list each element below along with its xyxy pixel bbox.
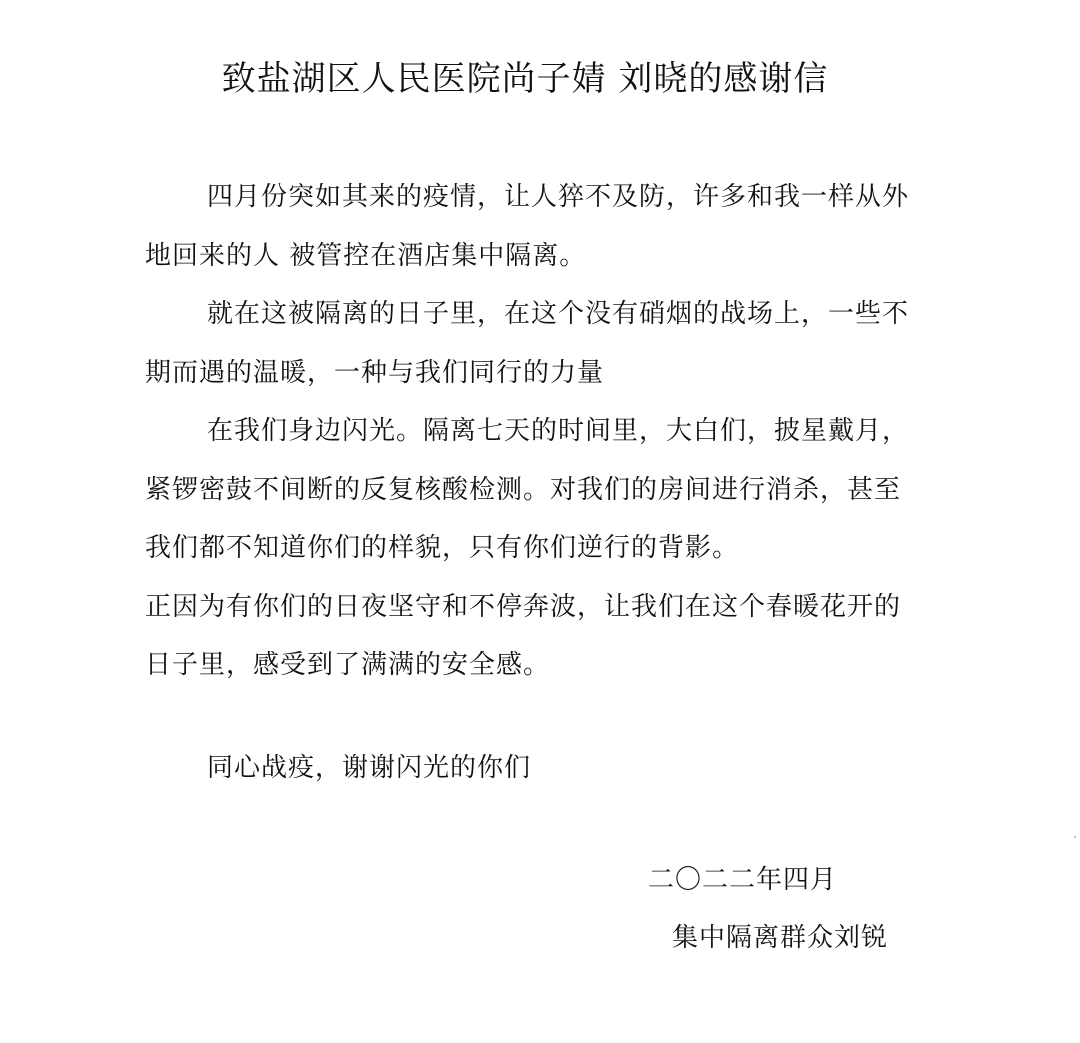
letter-paragraph: 正因为有你们的日夜坚守和不停奔波，让我们在这个春暖花开的日子里，感受到了满满的安全感。 (145, 591, 902, 680)
letter-title: 致盐湖区人民医院尚子婧 刘晓的感谢信 (221, 59, 829, 99)
letter-date: 二〇二二年四月 (648, 865, 838, 895)
letter-body (145, 168, 915, 695)
letter-closing: 同心战疫，谢谢闪光的你们 (207, 753, 532, 783)
scan-speck (1074, 836, 1076, 838)
letter-paragraph: 就在这被隔离的日子里，在这个没有硝烟的战场上，一些不期而遇的温暖，一种与我们同行的力量 (145, 299, 910, 388)
letter-paragraph: 在我们身边闪光。隔离七天的时间里，大白们，披星戴月，紧锣密鼓不间断的反复核酸检测。对我们的房间进行消杀，甚至我们都不知道你们的样貌，只有你们逆行的背影。 (145, 416, 910, 563)
letter-signature: 集中隔离群众刘锐 (672, 923, 889, 953)
letter-paragraph: 四月份突如其来的疫情，让人猝不及防，许多和我一样从外地回来的人 被管控在酒店集中隔离。 (145, 182, 910, 271)
